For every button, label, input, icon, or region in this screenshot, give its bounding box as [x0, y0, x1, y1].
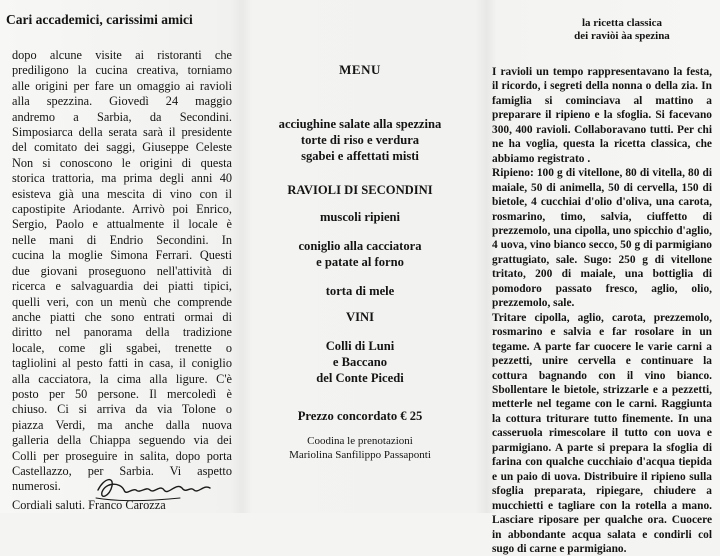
letter-closing: Cordiali saluti. Franco Carozza: [12, 497, 166, 512]
recipe-intro: I ravioli un tempo rappresentavano la festa, il ricordo, i segreti della nonna o della zia. In famiglia si cominciava al mattino a preparare il ripieno e la sfoglia. Si facevano 300, 400 ravioli. Collaboravano tutti. Per chi ne ha voglia, questa la ricetta classica, che abbiamo registrato .: [492, 66, 712, 165]
letter-line: capostipite Ariodante. Arrivò poi Enrico,: [12, 202, 232, 217]
menu-antipasto-2: torte di riso e verdura: [300, 133, 420, 147]
menu-primo: RAVIOLI DI SECONDINI: [287, 183, 433, 197]
letter-line: alla spezzina. Giovedì 24 maggio: [12, 94, 232, 109]
letter-line: Colli per proseguire in salita, dopo porta: [12, 448, 232, 463]
letter-line: storica trattoria, ma prima degli anni 40: [12, 171, 232, 186]
menu-vino-1: Colli di Luni: [325, 339, 395, 353]
menu-prezzo: Prezzo concordato € 25: [297, 409, 423, 423]
menu-title: MENU: [339, 62, 381, 77]
recipe-ingredients: Ripieno: 100 g di vitellone, 80 di vitella, 80 di maiale, 50 di animella, 50 di cervella, 150 di bietole, 4 cucchiai d'olio d'oliva, una carota, rosmarino, timo, salvia, ciuffetto di prezzemolo, una cipolla, uno spicchio d'aglio, 4 uova, vino bianco secco, 50 g di parmigiano grattugiato, sale. Sugo: 250 g di vitellone tritato, 200 di maiale, una bottiglia di pomodoro passato fresco, aglio, olio, prezzemolo, sale.: [492, 167, 712, 310]
letter-line: chiuso. Ci si arriva da via Tolone o: [12, 402, 232, 417]
letter-line: ricerca e salvaguardia dei piatti tipici,: [12, 279, 232, 294]
menu-prenotazioni-2: Mariolina Sanfilippo Passaponti: [289, 449, 431, 461]
letter-line: diritto nel panorama della tradizione: [12, 325, 232, 340]
letter-greeting: Cari accademici, carissimi amici: [6, 12, 193, 27]
letter-line: piazza Verdi, ma anche dalla nuova: [12, 417, 232, 432]
menu-vino-2: e Baccano: [332, 355, 388, 369]
letter-body: [6, 48, 232, 495]
letter-line: locale, come gli sgabei, trenette o: [12, 340, 232, 355]
recipe-heading-line-1: la ricetta classica: [581, 17, 663, 29]
menu-panel: [248, 0, 472, 513]
menu-dolce: torta di mele: [325, 284, 395, 298]
letter-line: posto per 50 persone. Il mercoledì è: [12, 386, 232, 401]
letter-line: dopo alcune visite ai ristoranti che: [12, 48, 232, 62]
menu-vini-title: VINI: [346, 310, 374, 324]
letter-line: Non si conoscono le origini di questa: [12, 155, 232, 170]
letter-line: prediligono la cucina creativa, torniamo: [12, 63, 232, 78]
letter-line: andremo a Sarbia, da Secondini.: [12, 109, 232, 124]
letter-line: cucina la moglie Simona Ferrari. Questi: [12, 248, 232, 263]
letter-line: del comitato dei saggi, Giuseppe Celeste: [12, 140, 232, 155]
letter-line: alle origini per fare un omaggio ai ravioli: [12, 78, 232, 93]
menu-secondo-1: coniglio alla cacciatora: [298, 239, 422, 253]
menu-secondo-2: e patate al forno: [316, 255, 404, 269]
letter-line: Simposiarca della serata sarà il presidente: [12, 125, 232, 140]
letter-line: Castellazzo, per Sarbia. Vi aspetto: [12, 463, 232, 478]
signature-graphic: [90, 468, 220, 508]
recipe-heading: [492, 17, 712, 43]
letter-line: quelli veri, con un menù che comprende: [12, 294, 232, 309]
letter-line: galleria della Chiappa seguendo via dei: [12, 433, 232, 448]
letter-line: alla cacciatora, la cima alla ligure. C'è: [12, 371, 232, 386]
letter-panel: [0, 0, 236, 513]
menu-vino-3: del Conte Picedi: [316, 371, 404, 385]
menu-antipasto-3: sgabei e affettati misti: [301, 149, 419, 163]
letter-line: Sergio, Paolo e attualmente il locale è: [12, 217, 232, 232]
letter-line: esisteva già una mescita di vino con il: [12, 186, 232, 201]
recipe-panel: [488, 0, 716, 555]
letter-line: tagliolini al pesto fatti in casa, il coniglio: [12, 356, 232, 371]
menu-prenotazioni-1: Coodina le prenotazioni: [307, 435, 413, 447]
menu-antipasto-1: acciughine salate alla spezzina: [278, 117, 442, 131]
recipe-heading-line-2: dei raviòi àa spezina: [574, 30, 670, 42]
menu-muscoli: muscoli ripieni: [319, 210, 401, 224]
letter-line: numerosi.: [12, 479, 61, 494]
letter-line: anche piatti che sono entrati ormai di: [12, 309, 232, 324]
recipe-method: Tritare cipolla, aglio, carota, prezzemolo, rosmarino e salvia e far rosolare in un tegame. A parte far cuocere le varie carni a pezzetti, unire cervella e continuare la cottura bagnando con il vino bianco. Sbollentare le bietole, strizzarle e a pezzetti, metterle nel tegame con le carni. Raggiunta la cottura triturare tutto finemente. In una casseruola rimescolare il tutto con uova e parmigiano. A parte si prepara la sfoglia di farina con qualche cucchiaio d'acqua tiepida e un paio di uova. Distribuire il ripieno sulla sfoglia preparata, ripiegare, chiudere a mucchietti e tagliare con la rotella a mano. Lasciare riposare per qualche ora. Cuocere in abbondante acqua salata e condirli col sugo di carne e parmigiano.: [492, 311, 712, 555]
letter-line: nelle mani di Endrio Secondini. In: [12, 232, 232, 247]
letter-line: due giovani proseguono nell'attività di: [12, 263, 232, 278]
